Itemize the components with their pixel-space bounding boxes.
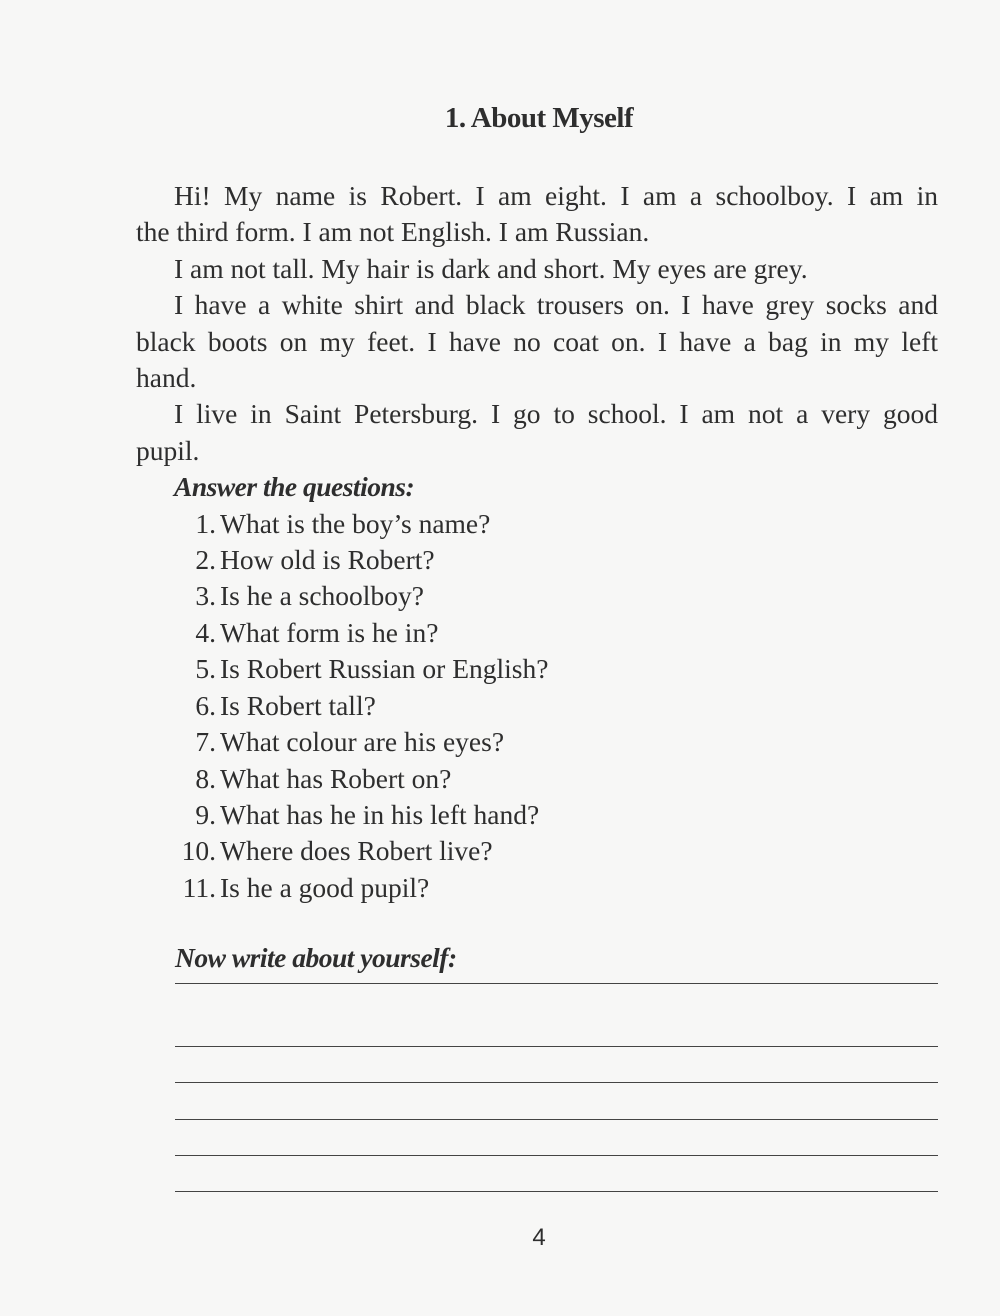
answer-line[interactable] [175,1046,938,1047]
question-item [136,761,938,797]
paragraph-line: hand. [136,362,197,394]
question-number: 2. [195,544,216,576]
question-text: Is Robert tall? [220,689,376,721]
question-text: What is the boy’s name? [220,507,491,539]
question-item [136,615,938,651]
question-number: 3. [195,580,216,612]
page-number: 4 [532,1224,546,1251]
answer-line[interactable] [175,983,938,984]
reading-text [136,178,938,906]
paragraph-line: pupil. [136,434,200,466]
question-text: Is he a schoolboy? [220,580,424,612]
write-heading: Now write about yourself: [175,942,457,973]
question-number: 6. [195,689,216,721]
question-number: 4. [195,616,216,648]
question-item [136,651,938,687]
question-item [136,833,938,869]
question-text: What has Robert on? [220,762,452,794]
question-number: 5. [195,653,216,685]
question-number: 11. [182,871,216,903]
paragraph-line: I am not tall. My hair is dark and short. My eyes are grey. [174,252,808,284]
question-number: 8. [195,762,216,794]
question-item [136,506,938,542]
question-number: 10. [181,835,216,867]
answer-line[interactable] [175,1191,938,1192]
paragraph-line: I have a white shirt and black trousers on. I have grey socks and [174,289,938,321]
question-number: 9. [195,798,216,830]
question-item [136,870,938,906]
question-text: Where does Robert live? [220,835,493,867]
question-text: What colour are his eyes? [220,726,505,758]
page-title: 1. About Myself [444,102,634,134]
paragraph-line: Hi! My name is Robert. I am eight. I am a schoolboy. I am in [174,180,938,211]
question-item [136,688,938,724]
question-text: What has he in his left hand? [220,798,540,830]
paragraph-line: black boots on my feet. I have no coat on. I have a bag in my left [136,325,938,357]
question-text: What form is he in? [220,616,439,648]
paragraph-line: the third form. I am not English. I am Russian. [136,216,650,248]
question-item [136,542,938,578]
answer-line[interactable] [175,1082,938,1083]
question-text: Is he a good pupil? [220,871,430,903]
answer-line[interactable] [175,1119,938,1120]
question-number: 1. [195,507,216,539]
question-item [136,797,938,833]
paragraph-line: I live in Saint Petersburg. I go to school. I am not a very good [174,398,938,430]
question-item [136,578,938,614]
answer-line[interactable] [175,1155,938,1156]
question-text: Is Robert Russian or English? [220,653,549,685]
question-item [136,724,938,760]
question-text: How old is Robert? [220,544,435,576]
questions-heading: Answer the questions: [174,471,415,503]
question-number: 7. [195,726,216,758]
